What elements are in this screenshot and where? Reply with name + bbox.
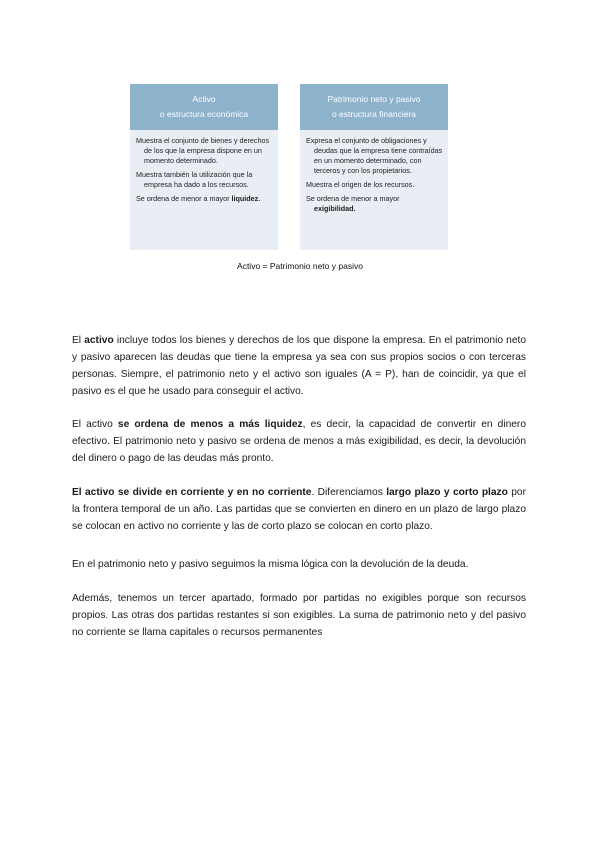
paragraph-liquidez [72,416,526,467]
patrimonio-box-header [300,84,448,130]
p1-text-c: incluye todos los bienes y derechos de los que dispone la empresa. En el patrimonio neto y pasivo aparecen las deudas que tiene la empresa ya sea con sus propios socios o con terceras personas. Siempre, el patrimonio neto y el activo son iguales (A = P), han de coincidir, ya que el pasivo es el que he usado para conseguir el activo. [72,335,527,397]
patrimonio-item [306,194,443,214]
patrimonio-title: Patrimonio neto y pasivo [327,94,421,104]
paragraph-patrimonio-logica: En el patrimonio neto y pasivo seguimos la misma lógica con la devolución de la deuda. [72,559,469,570]
p1-text-a: El [72,335,85,346]
p3-text-d: por la frontera temporal de un año. Las partidas que se convierten en dinero en un plazo de largo plazo se colocan en activo no corriente y las de corto plazo se colocan en corto plazo. [72,487,526,532]
activo-order-text: Se ordena de menor a mayor [136,194,232,203]
activo-box-body [130,130,278,204]
activo-box [130,84,278,250]
patrimonio-item: Expresa el conjunto de obligaciones y deudas que la empresa tiene contraídas en un momento determinado, con terceros y con los propietarios. [306,136,443,175]
patrimonio-box-body [300,130,448,214]
p2-bold: se ordena de menos a más liquidez [117,419,303,430]
patrimonio-box [300,84,448,250]
p3-bold-a: El activo se divide en corriente y en no corriente [72,487,312,498]
p2-text-c: , es decir, la capacidad de convertir en dinero efectivo. El patrimonio neto y pasivo se ordena de menos a más exigibilidad, es decir, la devolución del dinero o pago de las deudas más pronto. [72,419,526,464]
activo-item [136,194,273,204]
activo-subtitle: o estructura económica [159,109,249,119]
paragraph-corriente [72,484,526,535]
balance-diagram [130,84,448,250]
patrimonio-order-bold: exigibilidad. [314,204,356,213]
patrimonio-item: Muestra el origen de los recursos. [306,180,415,189]
patrimonio-subtitle: o estructura financiera [331,109,417,119]
activo-box-header [130,84,278,130]
activo-item: Muestra también la utilización que la empresa ha dado a los recursos. [136,170,253,189]
paragraph-tercer-apartado: Además, tenemos un tercer apartado, formado por partidas no exigibles porque son recursos propios. Las otras dos partidas restantes si son exigibles. La suma de patrimonio neto y del pasivo no corriente se llama capitales o recursos permanentes [72,593,526,638]
p1-bold: activo [84,335,114,346]
patrimonio-order-text: Se ordena de menor a mayor [306,194,400,203]
p3-bold-c: largo plazo y corto plazo [386,487,508,498]
activo-title: Activo [192,94,216,104]
diagram-caption: Activo = Patrimonio neto y pasivo [237,261,363,271]
paragraph-activo [72,332,526,400]
p2-text-a: El activo [72,419,118,430]
p3-text-b: . Diferenciamos [311,487,387,498]
activo-item: Muestra el conjunto de bienes y derechos de los que la empresa dispone en un momento determinado. [136,136,270,165]
activo-order-bold: liquidez. [231,194,261,203]
